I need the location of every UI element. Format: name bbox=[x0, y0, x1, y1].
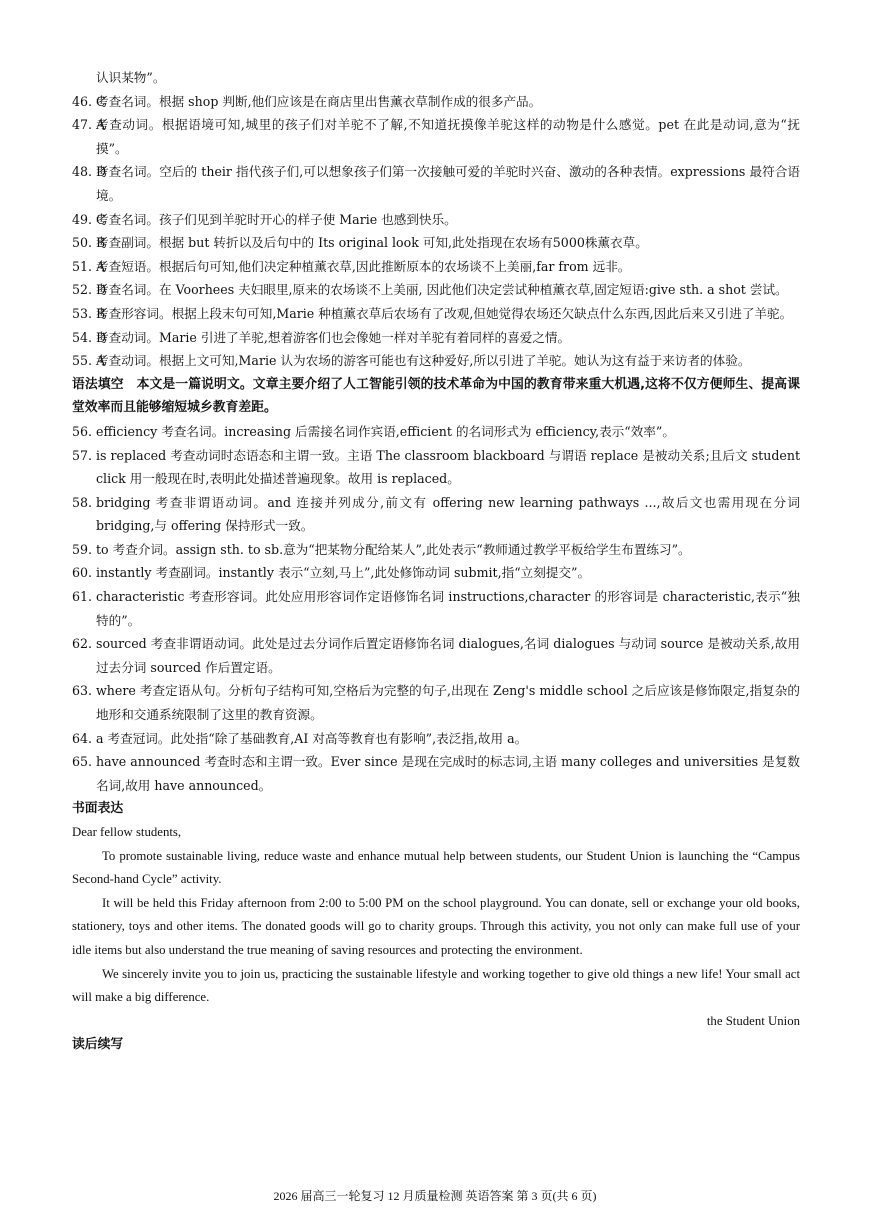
answer-number: 47. A bbox=[72, 117, 106, 133]
writing-section-heading: 书面表达 bbox=[72, 801, 124, 817]
answer-explanation: a 考查冠词。此处指“除了基础教育,AI 对高等教育也有影响”,表泛指,故用 a。 bbox=[96, 730, 528, 746]
answer-explanation: 考查名词。根据 shop 判断,他们应该是在商店里出售薰衣草制作成的很多产品。 bbox=[96, 93, 542, 109]
letter-signature: the Student Union bbox=[706, 1013, 800, 1028]
answer-number: 52. D bbox=[72, 282, 107, 298]
answer-number: 51. A bbox=[72, 258, 106, 274]
answer-item bbox=[72, 727, 800, 751]
grammar-section-heading: 语法填空 本文是一篇说明文。文章主要介绍了人工智能引领的技术革命为中国的教育带来重大机遇,这将不仅方便师生、提高课堂效率而且能够缩短城乡教育差距。 bbox=[72, 376, 800, 416]
letter-greeting: Dear fellow students, bbox=[72, 825, 182, 839]
answer-number: 48. D bbox=[72, 164, 107, 180]
answer-explanation: sourced 考查非谓语动词。此处是过去分词作后置定语修饰名词 dialogues,名词 dialogues 与动词 source 是被动关系,故用过去分词 sourced 作后置定语。 bbox=[96, 636, 800, 675]
answer-number: 56. bbox=[72, 423, 93, 439]
answer-explanation: instantly 考查副词。instantly 表示“立刻,马上”,此处修饰动词 submit,指“立刻提交”。 bbox=[96, 565, 591, 581]
answer-number: 60. bbox=[72, 565, 93, 581]
answer-number: 55. A bbox=[72, 353, 106, 369]
answer-item bbox=[72, 113, 800, 160]
answer-explanation: 考查短语。根据后句可知,他们决定种植薰衣草,因此推断原本的农场谈不上美丽,far from 远非。 bbox=[96, 258, 631, 274]
answer-item bbox=[72, 160, 800, 207]
answer-explanation: 考查名词。空后的 their 指代孩子们,可以想象孩子们第一次接触可爱的羊驼时兴奋、激动的各种表情。expressions 最符合语境。 bbox=[96, 164, 800, 203]
answer-explanation: characteristic 考查形容词。此处应用形容词作定语修饰名词 instructions,character 的形容词是 characteristic,表示“独特的”。 bbox=[96, 589, 800, 628]
answer-item bbox=[72, 208, 800, 232]
answer-item bbox=[72, 632, 800, 679]
answer-item bbox=[72, 90, 800, 114]
answer-explanation: 考查动词。Marie 引进了羊驼,想着游客们也会像她一样对羊驼有着同样的喜爱之情。 bbox=[96, 329, 571, 345]
answer-item bbox=[72, 326, 800, 350]
answer-explanation: efficiency 考查名词。increasing 后需接名词作宾语,efficient 的名词形式为 efficiency,表示“效率”。 bbox=[96, 423, 675, 439]
answer-item bbox=[72, 538, 800, 562]
answer-explanation: is replaced 考查动词时态语态和主谓一致。主语 The classroom blackboard 与谓语 replace 是被动关系;且后文 student click 用一般现在时,表明此处描述普遍现象。故用 is replaced。 bbox=[96, 447, 800, 487]
answer-number: 65. bbox=[72, 754, 93, 770]
letter-paragraph: We sincerely invite you to join us, practicing the sustainable lifestyle and working together to give old things a new life! Your small act will make a big difference. bbox=[72, 966, 800, 1005]
answer-item bbox=[72, 349, 800, 373]
answer-number: 64. bbox=[72, 730, 93, 746]
page-footer: 2026 届高三一轮复习 12 月质量检测 英语答案 第 3 页(共 6 页) bbox=[273, 1189, 597, 1203]
answer-number: 50. B bbox=[72, 235, 106, 251]
answer-item bbox=[72, 255, 800, 279]
answer-explanation: 考查动词。根据上文可知,Marie 认为农场的游客可能也有这种爱好,所以引进了羊驼。她认为这有益于来访者的体验。 bbox=[96, 353, 751, 369]
answer-item bbox=[72, 561, 800, 585]
answer-number: 63. bbox=[72, 683, 93, 699]
answer-number: 59. bbox=[72, 541, 93, 557]
answer-explanation: 考查副词。根据 but 转折以及后句中的 Its original look 可知,此处指现在农场有5000株薰衣草。 bbox=[96, 235, 648, 251]
answer-number: 49. C bbox=[72, 211, 106, 227]
answer-explanation: 考查名词。在 Voorhees 夫妇眼里,原来的农场谈不上美丽, 因此他们决定尝试种植薰衣草,固定短语:give sth. a shot 尝试。 bbox=[96, 282, 788, 298]
continuation-writing-heading: 读后续写 bbox=[72, 1037, 124, 1053]
answer-item bbox=[72, 231, 800, 255]
answer-item bbox=[72, 585, 800, 632]
answer-explanation: bridging 考查非谓语动词。and 连接并列成分,前文有 offering new learning pathways ...,故后文也需用现在分词 bridging,与 offering 保持形式一致。 bbox=[96, 494, 800, 534]
cloze-answers bbox=[72, 90, 800, 373]
answer-item bbox=[72, 679, 800, 726]
answer-number: 62. bbox=[72, 636, 93, 652]
answer-explanation: 考查名词。孩子们见到羊驼时开心的样子使 Marie 也感到快乐。 bbox=[96, 211, 457, 227]
page-content bbox=[72, 66, 800, 1057]
answer-number: 46. C bbox=[72, 93, 106, 109]
answer-item bbox=[72, 750, 800, 797]
letter-paragraph: It will be held this Friday afternoon from 2:00 to 5:00 PM on the school playground. You can donate, sell or exchange your old books, stationery, toys and other items. The donated goods will go to charity groups. Through this activity, you not only can make full use of your idle items but also understand the true meaning of saving resources and protecting the environment. bbox=[72, 895, 800, 957]
answer-explanation: to 考查介词。assign sth. to sb.意为“把某物分配给某人”,此处表示“教师通过教学平板给学生布置练习”。 bbox=[96, 541, 691, 557]
answer-item bbox=[72, 302, 800, 326]
answer-number: 57. bbox=[72, 447, 93, 463]
answer-explanation: where 考查定语从句。分析句子结构可知,空格后为完整的句子,出现在 Zeng's middle school 之后应该是修饰限定,指复杂的地形和交通系统限制了这里的教育资源。 bbox=[96, 683, 800, 723]
answer-explanation: 考查形容词。根据上段末句可知,Marie 种植薰衣草后农场有了改观,但她觉得农场还欠缺点什么东西,因此后来又引进了羊驼。 bbox=[96, 305, 793, 321]
sample-letter bbox=[72, 821, 800, 1033]
answer-number: 58. bbox=[72, 494, 93, 510]
answer-item bbox=[72, 278, 800, 302]
continuation-line: 认识某物”。 bbox=[96, 70, 166, 85]
answer-explanation: 考查动词。根据语境可知,城里的孩子们对羊驼不了解,不知道抚摸像羊驼这样的动物是什么感觉。pet 在此是动词,意为“抚摸”。 bbox=[96, 117, 800, 156]
answer-item bbox=[72, 491, 800, 538]
answer-item bbox=[72, 420, 800, 444]
answer-number: 54. D bbox=[72, 329, 107, 345]
letter-paragraph: To promote sustainable living, reduce waste and enhance mutual help between students, our Student Union is launching the “Campus Second-hand Cycle” activity. bbox=[72, 848, 800, 887]
answer-number: 61. bbox=[72, 589, 93, 605]
grammar-answers bbox=[72, 420, 800, 798]
answer-explanation: have announced 考查时态和主谓一致。Ever since 是现在完成时的标志词,主语 many colleges and universities 是复数名词,故用 have announced。 bbox=[96, 754, 800, 793]
answer-number: 53. B bbox=[72, 305, 106, 321]
answer-item bbox=[72, 444, 800, 491]
